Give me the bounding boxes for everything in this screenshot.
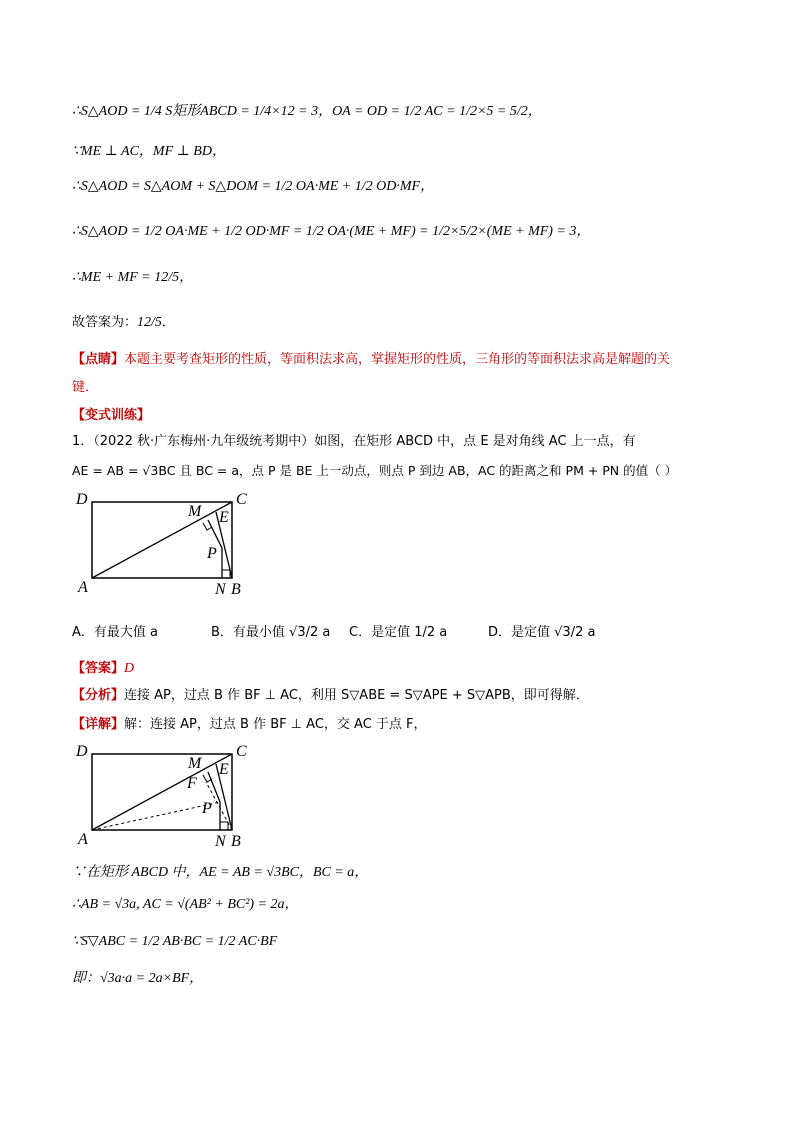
answer-prefix: 故答案为： <box>72 315 138 330</box>
answer-choice: D <box>124 661 135 676</box>
fig1-label-n: N <box>215 581 226 598</box>
analysis-section <box>72 686 589 706</box>
comment-text-1: 本题主要考查矩形的性质，等面积法求高，掌握矩形的性质，三角形的等面积法求高是解题的关 <box>124 352 671 367</box>
question-line-2: AE = AB = √3BC 且 BC = a，点 P 是 BE 上一动点，则点 P 到边 AB，AC 的距离之和 PM + PN 的值（ ） <box>72 463 678 478</box>
question-line-1: 1．（2022 秋·广东梅州·九年级统考期中）如图，在矩形 ABCD 中，点 E 是对角线 AC 上一点，有 <box>72 434 636 449</box>
solution-line-3: ∴S△AOD = S△AOM + S△DOM = 1/2 OA·ME + 1/2 OD·MF， <box>72 179 435 194</box>
answer-value: 12/5 <box>137 315 162 330</box>
analysis-text: 连接 AP，过点 B 作 BF ⊥ AC，利用 S▽ABE = S▽APE + S▽APB，即可得解． <box>124 688 589 703</box>
geometry-figure-1 <box>70 488 260 598</box>
bottom-line-3: ∵S▽ABC = 1/2 AB·BC = 1/2 AC·BF <box>72 934 278 949</box>
training-heading: 【变式训练】 <box>72 408 151 423</box>
fig1-label-p: P <box>207 545 217 562</box>
fig1-label-b: B <box>231 581 241 598</box>
comment-bracket: 【点睛】 <box>72 352 125 367</box>
fig1-label-e: E <box>219 509 229 526</box>
right-angle-mark-n-2 <box>220 822 228 830</box>
detail-bracket: 【详解】 <box>72 717 125 732</box>
analysis-bracket: 【分析】 <box>72 688 125 703</box>
comment-line-2: 键． <box>72 380 99 395</box>
answer-bracket: 【答案】 <box>72 661 125 676</box>
answer-section <box>72 659 134 679</box>
fig2-label-a: A <box>78 831 88 848</box>
diagonal-ac <box>92 502 232 578</box>
bottom-line-2: ∴AB = √3a, AC = √(AB² + BC²) = 2a， <box>72 897 299 912</box>
fig1-label-m: M <box>188 503 202 520</box>
fig2-label-b: B <box>231 833 241 850</box>
option-d[interactable]: D．是定值 √3/2 a <box>488 625 596 640</box>
option-a[interactable]: A．有最大值 a <box>72 625 158 640</box>
geometry-figure-2 <box>70 740 260 852</box>
solution-line-1: ∴S△AOD = 1/4 S矩形ABCD = 1/4×12 = 3，OA = OD = 1/2 AC = 1/2×5 = 5/2， <box>72 104 542 119</box>
solution-line-4: ∴S△AOD = 1/2 OA·ME + 1/2 OD·MF = 1/2 OA·(ME + MF) = 1/2×5/2×(ME + MF) = 3， <box>72 224 591 239</box>
comment-line-1 <box>72 350 670 370</box>
fig2-label-m: M <box>188 755 202 772</box>
fig2-label-n: N <box>215 833 226 850</box>
bottom-line-4: 即：√3a·a = 2a×BF， <box>72 971 204 986</box>
detail-text: 解：连接 AP，过点 B 作 BF ⊥ AC，交 AC 于点 F， <box>124 717 427 732</box>
fig1-label-c: C <box>236 491 247 508</box>
fig1-label-d: D <box>76 491 88 508</box>
fig1-label-a: A <box>78 579 88 596</box>
dashed-ap <box>92 802 220 830</box>
right-angle-mark-n <box>222 570 230 578</box>
fig2-label-c: C <box>236 743 247 760</box>
answer-line: 故答案为：12/5． <box>72 315 175 330</box>
fig2-label-e: E <box>219 761 229 778</box>
solution-line-5: ∴ME + MF = 12/5， <box>72 270 194 285</box>
option-b[interactable]: B．有最小值 √3/2 a <box>211 625 331 640</box>
option-c[interactable]: C．是定值 1/2 a <box>349 625 448 640</box>
fig2-label-p: P <box>202 800 212 817</box>
bottom-line-1: ∵在矩形 ABCD 中，AE = AB = √3BC，BC = a， <box>72 865 369 880</box>
solution-line-2: ∵ME ⊥ AC，MF ⊥ BD， <box>72 144 226 159</box>
fig2-label-f: F <box>187 775 197 792</box>
detail-section <box>72 715 427 735</box>
fig2-label-d: D <box>76 743 88 760</box>
